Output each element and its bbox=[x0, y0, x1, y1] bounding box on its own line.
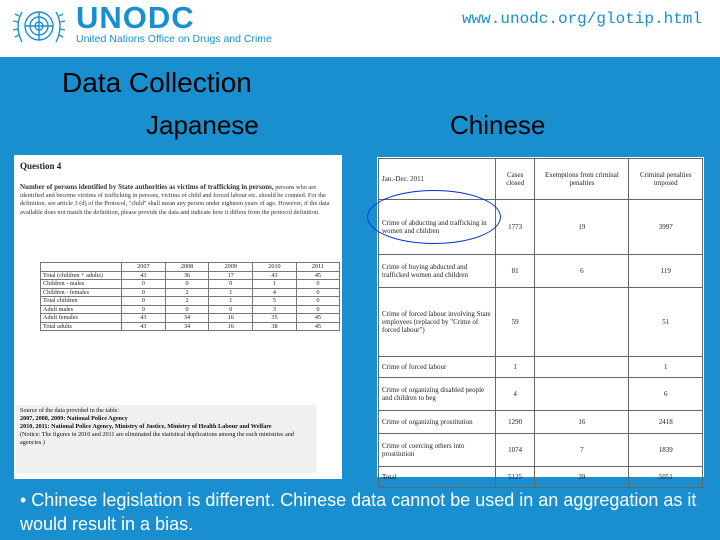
row-label: Adult males bbox=[41, 305, 122, 314]
japanese-victims-table bbox=[40, 262, 340, 331]
table-cell: 5051 bbox=[629, 467, 703, 488]
website-url[interactable]: www.unodc.org/glotip.html bbox=[461, 10, 702, 28]
row-label: Crime of coercing others into prostitution bbox=[379, 434, 496, 467]
table-cell: 2 bbox=[165, 288, 209, 297]
table-cell: 3 bbox=[253, 305, 297, 314]
table-cell: 1839 bbox=[629, 434, 703, 467]
table-cell: 0 bbox=[122, 280, 166, 289]
table-cell: 5125 bbox=[496, 467, 535, 488]
question-intro-rest: persons who are identified and become victims of trafficking in persons, victims of child and forced labour etc. should be counted. For the definition, see article 3 (d) of the Protocol, "child" shall mean any person under eighteen years of age. However, if the data available does not match the definition, please provide the data and indicate how it differs from the protocol definition. bbox=[20, 184, 330, 216]
table-cell: 0 bbox=[209, 280, 253, 289]
row-label: Crime of organizing disabled people and children to beg bbox=[379, 378, 496, 411]
table-row bbox=[41, 271, 340, 280]
table-cell bbox=[535, 378, 629, 411]
source-notice: (Notice: The figures in 2010 and 2011 are eliminated the statistical duplications among the each ministries and agencies.) bbox=[20, 431, 294, 446]
table-cell: 43 bbox=[122, 322, 166, 331]
table-cell: 1074 bbox=[496, 434, 535, 467]
table-cell: 43 bbox=[122, 314, 166, 323]
table-cell: 16 bbox=[209, 322, 253, 331]
table-row bbox=[379, 288, 703, 357]
row-label: Crime of organizing prostitution bbox=[379, 411, 496, 434]
table-header-row bbox=[41, 263, 340, 272]
table-cell: 39 bbox=[535, 467, 629, 488]
table-cell bbox=[535, 288, 629, 357]
source-title: Source of the data provided in the table: bbox=[20, 407, 120, 414]
table-cell: 38 bbox=[253, 322, 297, 331]
table-cell: 34 bbox=[165, 314, 209, 323]
column-header: Cases closed bbox=[496, 159, 535, 200]
column-header bbox=[41, 263, 122, 272]
row-label: Children - females bbox=[41, 288, 122, 297]
column-header: 2008 bbox=[165, 263, 209, 272]
table-cell: 3997 bbox=[629, 200, 703, 255]
table-cell: 7 bbox=[535, 434, 629, 467]
table-cell: 51 bbox=[629, 288, 703, 357]
table-cell: 17 bbox=[209, 271, 253, 280]
data-source-box bbox=[16, 405, 316, 473]
question-title: Question 4 bbox=[20, 161, 62, 171]
table-cell: 0 bbox=[296, 280, 339, 289]
row-label: Crime of buying abducted and trafficked women and children bbox=[379, 255, 496, 288]
table-cell bbox=[535, 357, 629, 378]
header-bar bbox=[0, 0, 720, 57]
table-row bbox=[41, 297, 340, 306]
org-name: UNODC bbox=[76, 0, 195, 35]
table-row bbox=[379, 411, 703, 434]
table-cell: 119 bbox=[629, 255, 703, 288]
table-cell: 0 bbox=[165, 280, 209, 289]
table-row bbox=[379, 255, 703, 288]
japanese-questionnaire-image bbox=[14, 155, 342, 479]
table-cell: 59 bbox=[496, 288, 535, 357]
table-cell: 1290 bbox=[496, 411, 535, 434]
table-row bbox=[41, 314, 340, 323]
row-label: Total bbox=[379, 467, 496, 488]
bullet-point: • Chinese legislation is different. Chinese data cannot be used in an aggregation as it would result in a bias. bbox=[20, 490, 697, 534]
column-header: 2009 bbox=[209, 263, 253, 272]
table-cell: 6 bbox=[535, 255, 629, 288]
table-cell: 45 bbox=[296, 322, 339, 331]
table-cell: 1 bbox=[629, 357, 703, 378]
table-cell: 0 bbox=[122, 305, 166, 314]
table-cell: 0 bbox=[296, 297, 339, 306]
table-cell: 19 bbox=[535, 200, 629, 255]
org-subtitle: United Nations Office on Drugs and Crime bbox=[76, 33, 272, 45]
table-cell: 5 bbox=[253, 297, 297, 306]
table-cell: 35 bbox=[253, 314, 297, 323]
japanese-heading: Japanese bbox=[146, 110, 259, 140]
un-emblem-icon bbox=[8, 4, 70, 48]
row-label: Children - males bbox=[41, 280, 122, 289]
table-cell: 43 bbox=[253, 271, 297, 280]
slide-title: Data Collection bbox=[62, 67, 252, 98]
table-cell: 1 bbox=[496, 357, 535, 378]
table-cell: 43 bbox=[122, 271, 166, 280]
table-row bbox=[379, 467, 703, 488]
table-cell: 2 bbox=[165, 297, 209, 306]
highlight-circle bbox=[367, 190, 501, 244]
table-cell: 16 bbox=[209, 314, 253, 323]
table-row bbox=[41, 280, 340, 289]
table-row bbox=[379, 378, 703, 411]
table-cell: 34 bbox=[165, 322, 209, 331]
row-label: Crime of forced labour involving State employees (replaced by "Crime of forced labour") bbox=[379, 288, 496, 357]
table-cell: 0 bbox=[296, 288, 339, 297]
table-cell: 1773 bbox=[496, 200, 535, 255]
table-row bbox=[41, 322, 340, 331]
table-row bbox=[379, 434, 703, 467]
table-cell: 2418 bbox=[629, 411, 703, 434]
table-cell: 81 bbox=[496, 255, 535, 288]
source-line: 2007, 2008, 2009: National Police Agency bbox=[20, 415, 128, 422]
table-cell: 0 bbox=[296, 305, 339, 314]
table-row bbox=[379, 357, 703, 378]
question-intro-bold: Number of persons identified by State authorities as victims of trafficking in persons, bbox=[20, 183, 274, 191]
table-cell: 1 bbox=[253, 280, 297, 289]
row-label: Adult females bbox=[41, 314, 122, 323]
source-line: 2010, 2011: National Police Agency, Ministry of Justice, Ministry of Health Labour and Welfare bbox=[20, 423, 272, 430]
row-label: Crime of abducting and trafficking in women and children bbox=[379, 200, 496, 255]
table-cell: 0 bbox=[122, 297, 166, 306]
table-row bbox=[41, 305, 340, 314]
table-cell: 0 bbox=[122, 288, 166, 297]
table-cell: 1 bbox=[209, 288, 253, 297]
row-label: Crime of forced labour bbox=[379, 357, 496, 378]
column-header: 2007 bbox=[122, 263, 166, 272]
table-cell: 16 bbox=[535, 411, 629, 434]
column-header: 2011 bbox=[296, 263, 339, 272]
column-header: Exemptions from criminal penalties bbox=[535, 159, 629, 200]
table-cell: 45 bbox=[296, 271, 339, 280]
table-cell: 36 bbox=[165, 271, 209, 280]
table-row bbox=[41, 288, 340, 297]
table-cell: 1 bbox=[209, 297, 253, 306]
table-cell: 6 bbox=[629, 378, 703, 411]
column-header: 2010 bbox=[253, 263, 297, 272]
column-header: Criminal penalties imposed bbox=[629, 159, 703, 200]
table-cell: 0 bbox=[209, 305, 253, 314]
table-cell: 4 bbox=[496, 378, 535, 411]
table-cell: 0 bbox=[165, 305, 209, 314]
row-label: Total children bbox=[41, 297, 122, 306]
chinese-heading: Chinese bbox=[450, 110, 546, 140]
question-text bbox=[20, 183, 336, 217]
row-label: Total adults bbox=[41, 322, 122, 331]
table-cell: 45 bbox=[296, 314, 339, 323]
column-header: Jan.-Dec. 2011 bbox=[379, 159, 496, 200]
row-label: Total (children + adults) bbox=[41, 271, 122, 280]
table-cell: 4 bbox=[253, 288, 297, 297]
